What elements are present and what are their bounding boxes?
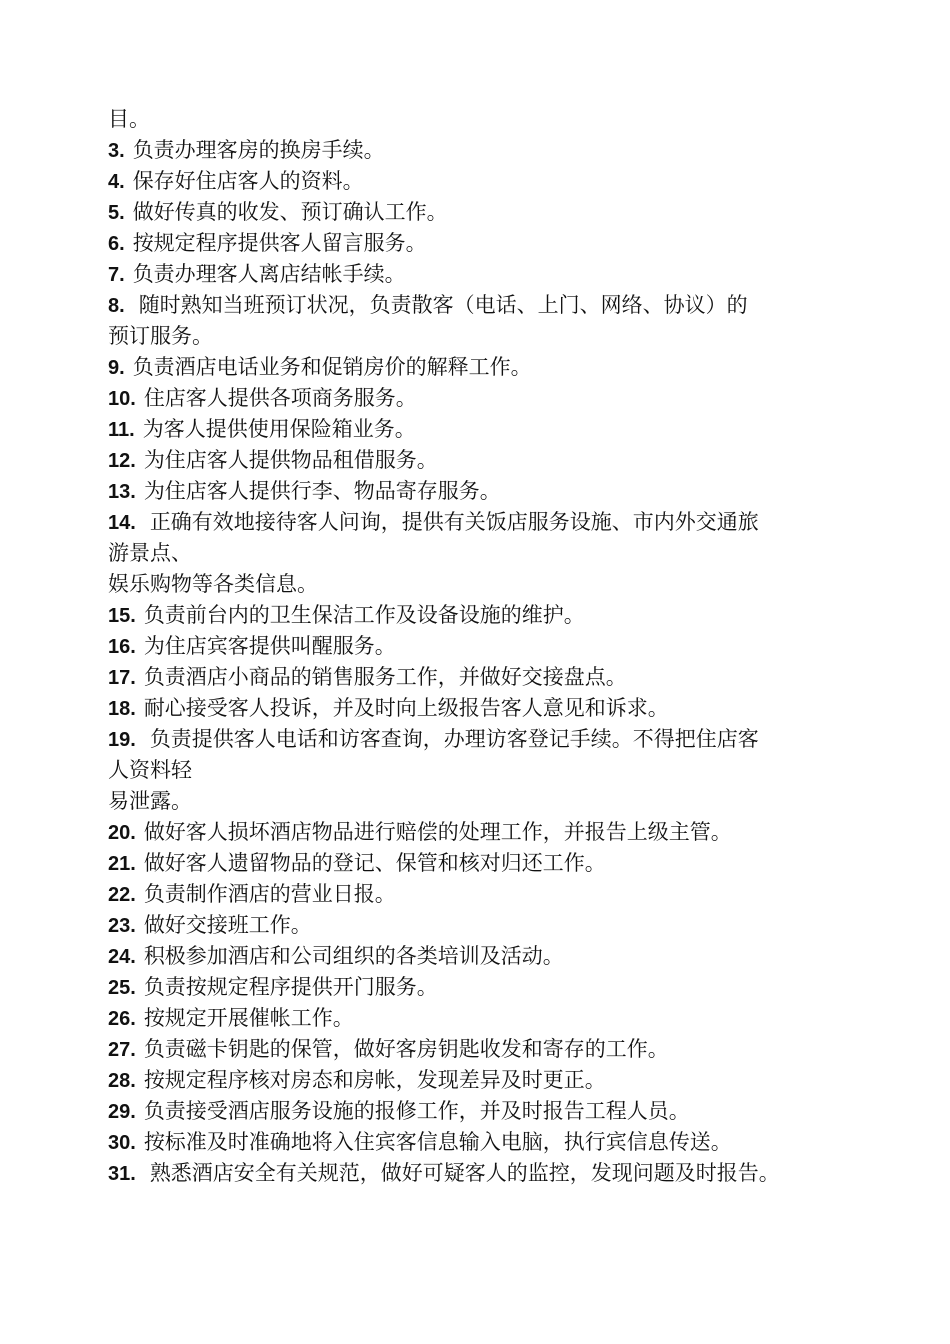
list-item-16 <box>108 631 868 662</box>
list-line <box>108 321 868 352</box>
list-item-17 <box>108 662 868 693</box>
item-number: 7. <box>108 264 125 286</box>
list-item-31 <box>108 1158 868 1189</box>
list-item-27 <box>108 1034 868 1065</box>
list-item-30 <box>108 1127 868 1158</box>
item-text: 负责前台内的卫生保洁工作及设备设施的维护。 <box>143 603 585 627</box>
item-text: 住店客人提供各项商务服务。 <box>143 386 417 410</box>
list-line <box>108 755 868 786</box>
item-number: 20. <box>108 822 136 844</box>
item-text: 为住店客人提供行李、物品寄存服务。 <box>143 479 501 503</box>
item-text: 负责提供客人电话和访客查询，办理访客登记手续。不得把住店客 <box>149 727 759 751</box>
list-line <box>108 538 868 569</box>
item-number: 31. <box>108 1163 136 1185</box>
item-text: 耐心接受客人投诉，并及时向上级报告客人意见和诉求。 <box>143 696 669 720</box>
item-number: 4. <box>108 171 125 193</box>
item-number: 16. <box>108 636 136 658</box>
list-item-9 <box>108 352 868 383</box>
item-text: 熟悉酒店安全有关规范，做好可疑客人的监控，发现问题及时报告。 <box>149 1161 780 1185</box>
item-text: 按规定开展催帐工作。 <box>143 1006 354 1030</box>
item-number: 30. <box>108 1132 136 1154</box>
line-text: 游景点、 <box>108 541 192 565</box>
item-number: 23. <box>108 915 136 937</box>
list-item-10 <box>108 383 868 414</box>
item-number: 6. <box>108 233 125 255</box>
list-item-7 <box>108 259 868 290</box>
item-number: 15. <box>108 605 136 627</box>
item-text: 负责接受酒店服务设施的报修工作，并及时报告工程人员。 <box>143 1099 690 1123</box>
line-text: 人资料轻 <box>108 758 192 782</box>
item-number: 29. <box>108 1101 136 1123</box>
line-text: 易泄露。 <box>108 789 192 813</box>
item-number: 21. <box>108 853 136 875</box>
list-item-13 <box>108 476 868 507</box>
item-number: 5. <box>108 202 125 224</box>
item-text: 保存好住店客人的资料。 <box>132 169 364 193</box>
item-text: 为客人提供使用保险箱业务。 <box>142 417 416 441</box>
list-item-22 <box>108 879 868 910</box>
line-text: 娱乐购物等各类信息。 <box>108 572 318 596</box>
item-text: 随时熟知当班预订状况，负责散客（电话、上门、网络、协议）的 <box>138 293 748 317</box>
list-item-28 <box>108 1065 868 1096</box>
item-text: 做好客人遗留物品的登记、保管和核对归还工作。 <box>143 851 606 875</box>
item-number: 14. <box>108 512 136 534</box>
list-item-25 <box>108 972 868 1003</box>
item-number: 9. <box>108 357 125 379</box>
list-item-20 <box>108 817 868 848</box>
item-text: 为住店宾客提供叫醒服务。 <box>143 634 396 658</box>
item-text: 正确有效地接待客人问询，提供有关饭店服务设施、市内外交通旅 <box>149 510 759 534</box>
item-text: 做好传真的收发、预订确认工作。 <box>132 200 448 224</box>
list-line <box>108 569 868 600</box>
item-text: 负责磁卡钥匙的保管，做好客房钥匙收发和寄存的工作。 <box>143 1037 669 1061</box>
item-text: 负责按规定程序提供开门服务。 <box>143 975 438 999</box>
item-number: 25. <box>108 977 136 999</box>
item-number: 10. <box>108 388 136 410</box>
item-number: 17. <box>108 667 136 689</box>
item-text: 负责酒店小商品的销售服务工作，并做好交接盘点。 <box>143 665 627 689</box>
list-item-24 <box>108 941 868 972</box>
item-text: 负责酒店电话业务和促销房价的解释工作。 <box>132 355 532 379</box>
item-number: 3. <box>108 140 125 162</box>
list-line <box>108 104 868 135</box>
duty-list <box>108 104 868 1189</box>
item-text: 做好客人损坏酒店物品进行赔偿的处理工作，并报告上级主管。 <box>143 820 732 844</box>
item-number: 8. <box>108 295 125 317</box>
item-number: 18. <box>108 698 136 720</box>
list-line <box>108 786 868 817</box>
item-number: 26. <box>108 1008 136 1030</box>
list-item-26 <box>108 1003 868 1034</box>
list-item-29 <box>108 1096 868 1127</box>
list-item-12 <box>108 445 868 476</box>
line-text: 预订服务。 <box>108 324 213 348</box>
list-item-6 <box>108 228 868 259</box>
list-item-5 <box>108 197 868 228</box>
item-text: 按规定程序核对房态和房帐，发现差异及时更正。 <box>143 1068 606 1092</box>
list-item-14 <box>108 507 868 538</box>
list-item-18 <box>108 693 868 724</box>
item-text: 负责办理客房的换房手续。 <box>132 138 385 162</box>
item-text: 做好交接班工作。 <box>143 913 312 937</box>
list-item-3 <box>108 135 868 166</box>
item-text: 按规定程序提供客人留言服务。 <box>132 231 427 255</box>
item-text: 为住店客人提供物品租借服务。 <box>143 448 438 472</box>
item-number: 24. <box>108 946 136 968</box>
item-number: 12. <box>108 450 136 472</box>
item-text: 负责制作酒店的营业日报。 <box>143 882 396 906</box>
line-text: 目。 <box>108 107 150 131</box>
item-number: 11. <box>108 419 135 441</box>
item-number: 19. <box>108 729 136 751</box>
list-item-23 <box>108 910 868 941</box>
item-number: 22. <box>108 884 136 906</box>
list-item-21 <box>108 848 868 879</box>
item-text: 负责办理客人离店结帐手续。 <box>132 262 406 286</box>
item-number: 27. <box>108 1039 136 1061</box>
list-item-8 <box>108 290 868 321</box>
item-number: 13. <box>108 481 136 503</box>
item-text: 积极参加酒店和公司组织的各类培训及活动。 <box>143 944 564 968</box>
list-item-15 <box>108 600 868 631</box>
list-item-4 <box>108 166 868 197</box>
item-text: 按标准及时准确地将入住宾客信息输入电脑，执行宾信息传送。 <box>143 1130 732 1154</box>
list-item-19 <box>108 724 868 755</box>
list-item-11 <box>108 414 868 445</box>
item-number: 28. <box>108 1070 136 1092</box>
